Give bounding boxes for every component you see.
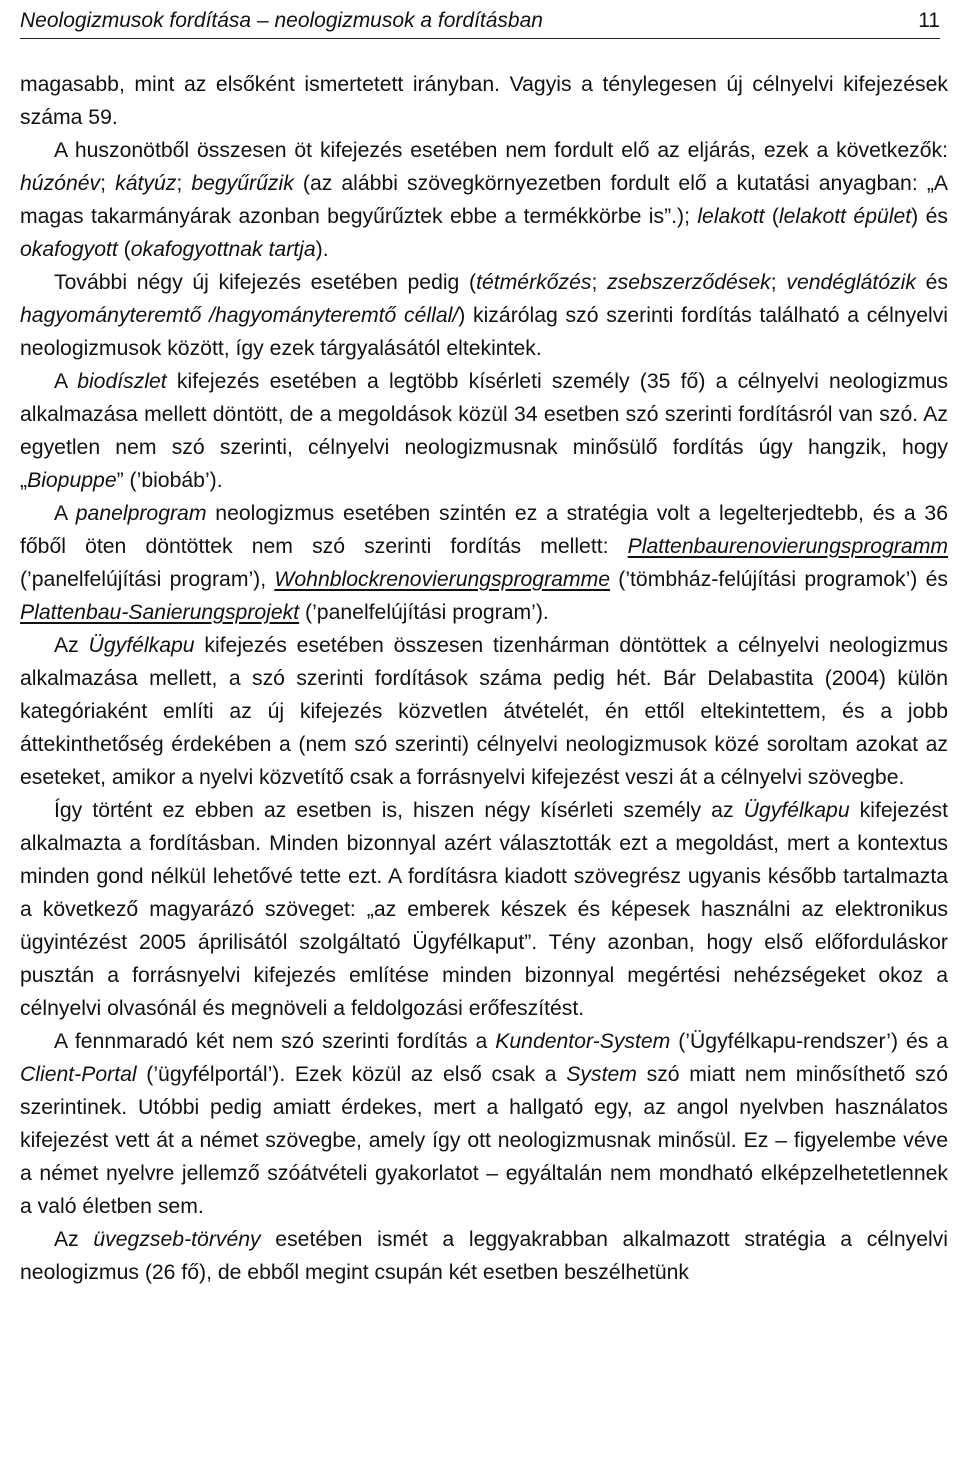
italic-term: Ügyfélkapu: [743, 799, 850, 822]
text-run: ) és: [911, 205, 948, 228]
text-run: ) kizárólag szó szerinti fordítás található a célnyelvi neologizmusok között, így ezek tárgyalásától eltekintek.: [20, 304, 949, 360]
italic-term: Wohnblockrenovierungsprogramme: [274, 568, 611, 591]
text-run: Így történt ez ebben az esetben is, hiszen négy kísérleti személy az: [54, 799, 744, 822]
italic-term: Biopuppe: [27, 469, 117, 492]
paragraph: [20, 266, 948, 365]
paragraph: [20, 794, 948, 1025]
text-run: ” (’biobáb’).: [116, 469, 223, 492]
text-run: (: [764, 205, 779, 228]
text-run: A: [54, 370, 78, 393]
text-run: kifejezést alkalmazta a fordításban. Minden bizonnyal azért választották ezt a megoldást, mert a kontextus minden gond nélkül lehetővé tette ezt. A fordításra kiadott szövegrész ugyanis később tartalmazta a következő magyarázó szöveget: „az emberek készek és képesek használni az elektronikus ügyintézést 2005 áprilisától szolgáltató Ügyfélkaput”. Tény azonban, hogy első előforduláskor pusztán a forrásnyelvi kifejezés említése minden bizonnyal megértési nehézségeket okoz a célnyelvi olvasónál és megnöveli a feldolgozási erőfeszítést.: [20, 799, 948, 1020]
text-run: (’ügyfélportál’). Ezek közül az első csak a: [136, 1063, 567, 1086]
text-run: szó miatt nem minősíthető szó szerintinek. Utóbbi pedig amiatt érdekes, mert a hallgató egy, az angol nyelvben használatos kifejezést vett át a német szövegbe, amely így ott neologizmusnak minősül. Ez – figyelembe véve a német nyelvre jellemző szóátvételi gyakorlatot – egyáltalán nem mondható elképzelhetetlennek a való életben sem.: [20, 1063, 948, 1218]
paragraph: [20, 1223, 948, 1289]
paragraph: [20, 1025, 948, 1223]
text-run: ;: [591, 271, 608, 294]
text-run: ).: [315, 238, 329, 261]
italic-term: hagyományteremtő /hagyományteremtő céllal/: [20, 304, 459, 327]
text-run: esetében ismét a leggyakrabban alkalmazott stratégia a célnyelvi neologizmus (26 fő), de ebből megint csupán két esetben beszélhetünk: [20, 1228, 948, 1284]
italic-term: Kundentor-System: [495, 1030, 671, 1053]
italic-term: okafogyott: [20, 238, 118, 261]
italic-term: Ügyfélkapu: [88, 634, 195, 657]
italic-term: üvegzseb-törvény: [93, 1228, 261, 1251]
text-run: A fennmaradó két nem szó szerinti fordítás a: [54, 1030, 496, 1053]
text-run: (az alábbi szövegkörnyezetben fordult elő a kutatási anyagban: „A magas takarmányárak azonban begyűrűztek ebbe a termékkörbe is”.);: [20, 172, 949, 228]
italic-term: Plattenbau-Sanierungsprojekt: [20, 601, 300, 624]
text-run: Az: [54, 634, 89, 657]
text-run: ;: [770, 271, 787, 294]
text-run: (: [117, 238, 131, 261]
italic-term: Plattenbaurenovierungsprogramm: [627, 535, 948, 558]
running-header: [20, 4, 940, 39]
paragraph: [20, 497, 948, 629]
italic-term: Client-Portal: [20, 1063, 137, 1086]
text-run: (’panelfelújítási program’).: [299, 601, 549, 624]
text-run: kifejezés esetében összesen tizenhárman döntöttek a célnyelvi neologizmus alkalmazása mellett, a szó szerinti fordítások száma pedig hét. Bár Delabastita (2004) külön kategóriaként említi az új kifejezés közvetlen átvételét, én ettől eltekintettem, és a jobb áttekinthetőség érdekében a (nem szó szerinti) célnyelvi neologizmusok közé soroltam azokat az eseteket, amikor a nyelvi közvetítő csak a forrásnyelvi kifejezést veszi át a célnyelvi szövegbe.: [20, 634, 948, 789]
text-run: (’Ügyfélkapu-rendszer’) és a: [670, 1030, 949, 1053]
italic-term: kátyúz: [115, 172, 177, 195]
text-run: A: [54, 502, 76, 525]
text-run: (’tömbház-felújítási programok’) és: [610, 568, 948, 591]
document-body: [20, 68, 948, 1289]
page-number: 11: [918, 9, 940, 32]
text-run: (’panelfelújítási program’),: [20, 568, 275, 591]
text-run: Az: [54, 1228, 94, 1251]
paragraph: [20, 134, 948, 266]
italic-term: panelprogram: [75, 502, 207, 525]
paragraph: [20, 365, 948, 497]
text-run: magasabb, mint az elsőként ismertetett irányban. Vagyis a ténylegesen új célnyelvi kifejezések száma 59.: [20, 73, 948, 129]
italic-term: System: [566, 1063, 637, 1086]
paragraph: [20, 68, 948, 134]
text-run: A huszonötből összesen öt kifejezés esetében nem fordult elő az eljárás, ezek a következők:: [54, 139, 948, 162]
italic-term: zsebszerződések: [607, 271, 771, 294]
italic-term: begyűrűzik: [191, 172, 294, 195]
text-run: ;: [176, 172, 192, 195]
italic-term: vendéglátózik: [786, 271, 916, 294]
italic-term: okafogyottnak tartja: [130, 238, 316, 261]
italic-term: lelakott épület: [778, 205, 912, 228]
italic-term: biodíszlet: [77, 370, 167, 393]
italic-term: lelakott: [697, 205, 765, 228]
header-title: Neologizmusok fordítása – neologizmusok a fordításban: [20, 9, 543, 32]
paragraph: [20, 629, 948, 794]
italic-term: húzónév: [20, 172, 101, 195]
text-run: További négy új kifejezés esetében pedig (: [54, 271, 477, 294]
text-run: és: [915, 271, 948, 294]
text-run: ;: [100, 172, 116, 195]
text-run: neologizmus esetében szintén ez a stratégia volt a legelterjedtebb, és a 36 főből öten döntöttek nem szó szerinti fordítás mellett:: [20, 502, 948, 558]
italic-term: tétmérkőzés: [476, 271, 592, 294]
text-run: kifejezés esetében a legtöbb kísérleti személy (35 fő) a célnyelvi neologizmus alkalmazása mellett döntött, de a megoldások közül 34 esetben szó szerinti fordításról van szó. Az egyetlen nem szó szerinti, célnyelvi neologizmusnak minősülő fordítás úgy hangzik, hogy „: [20, 370, 948, 492]
